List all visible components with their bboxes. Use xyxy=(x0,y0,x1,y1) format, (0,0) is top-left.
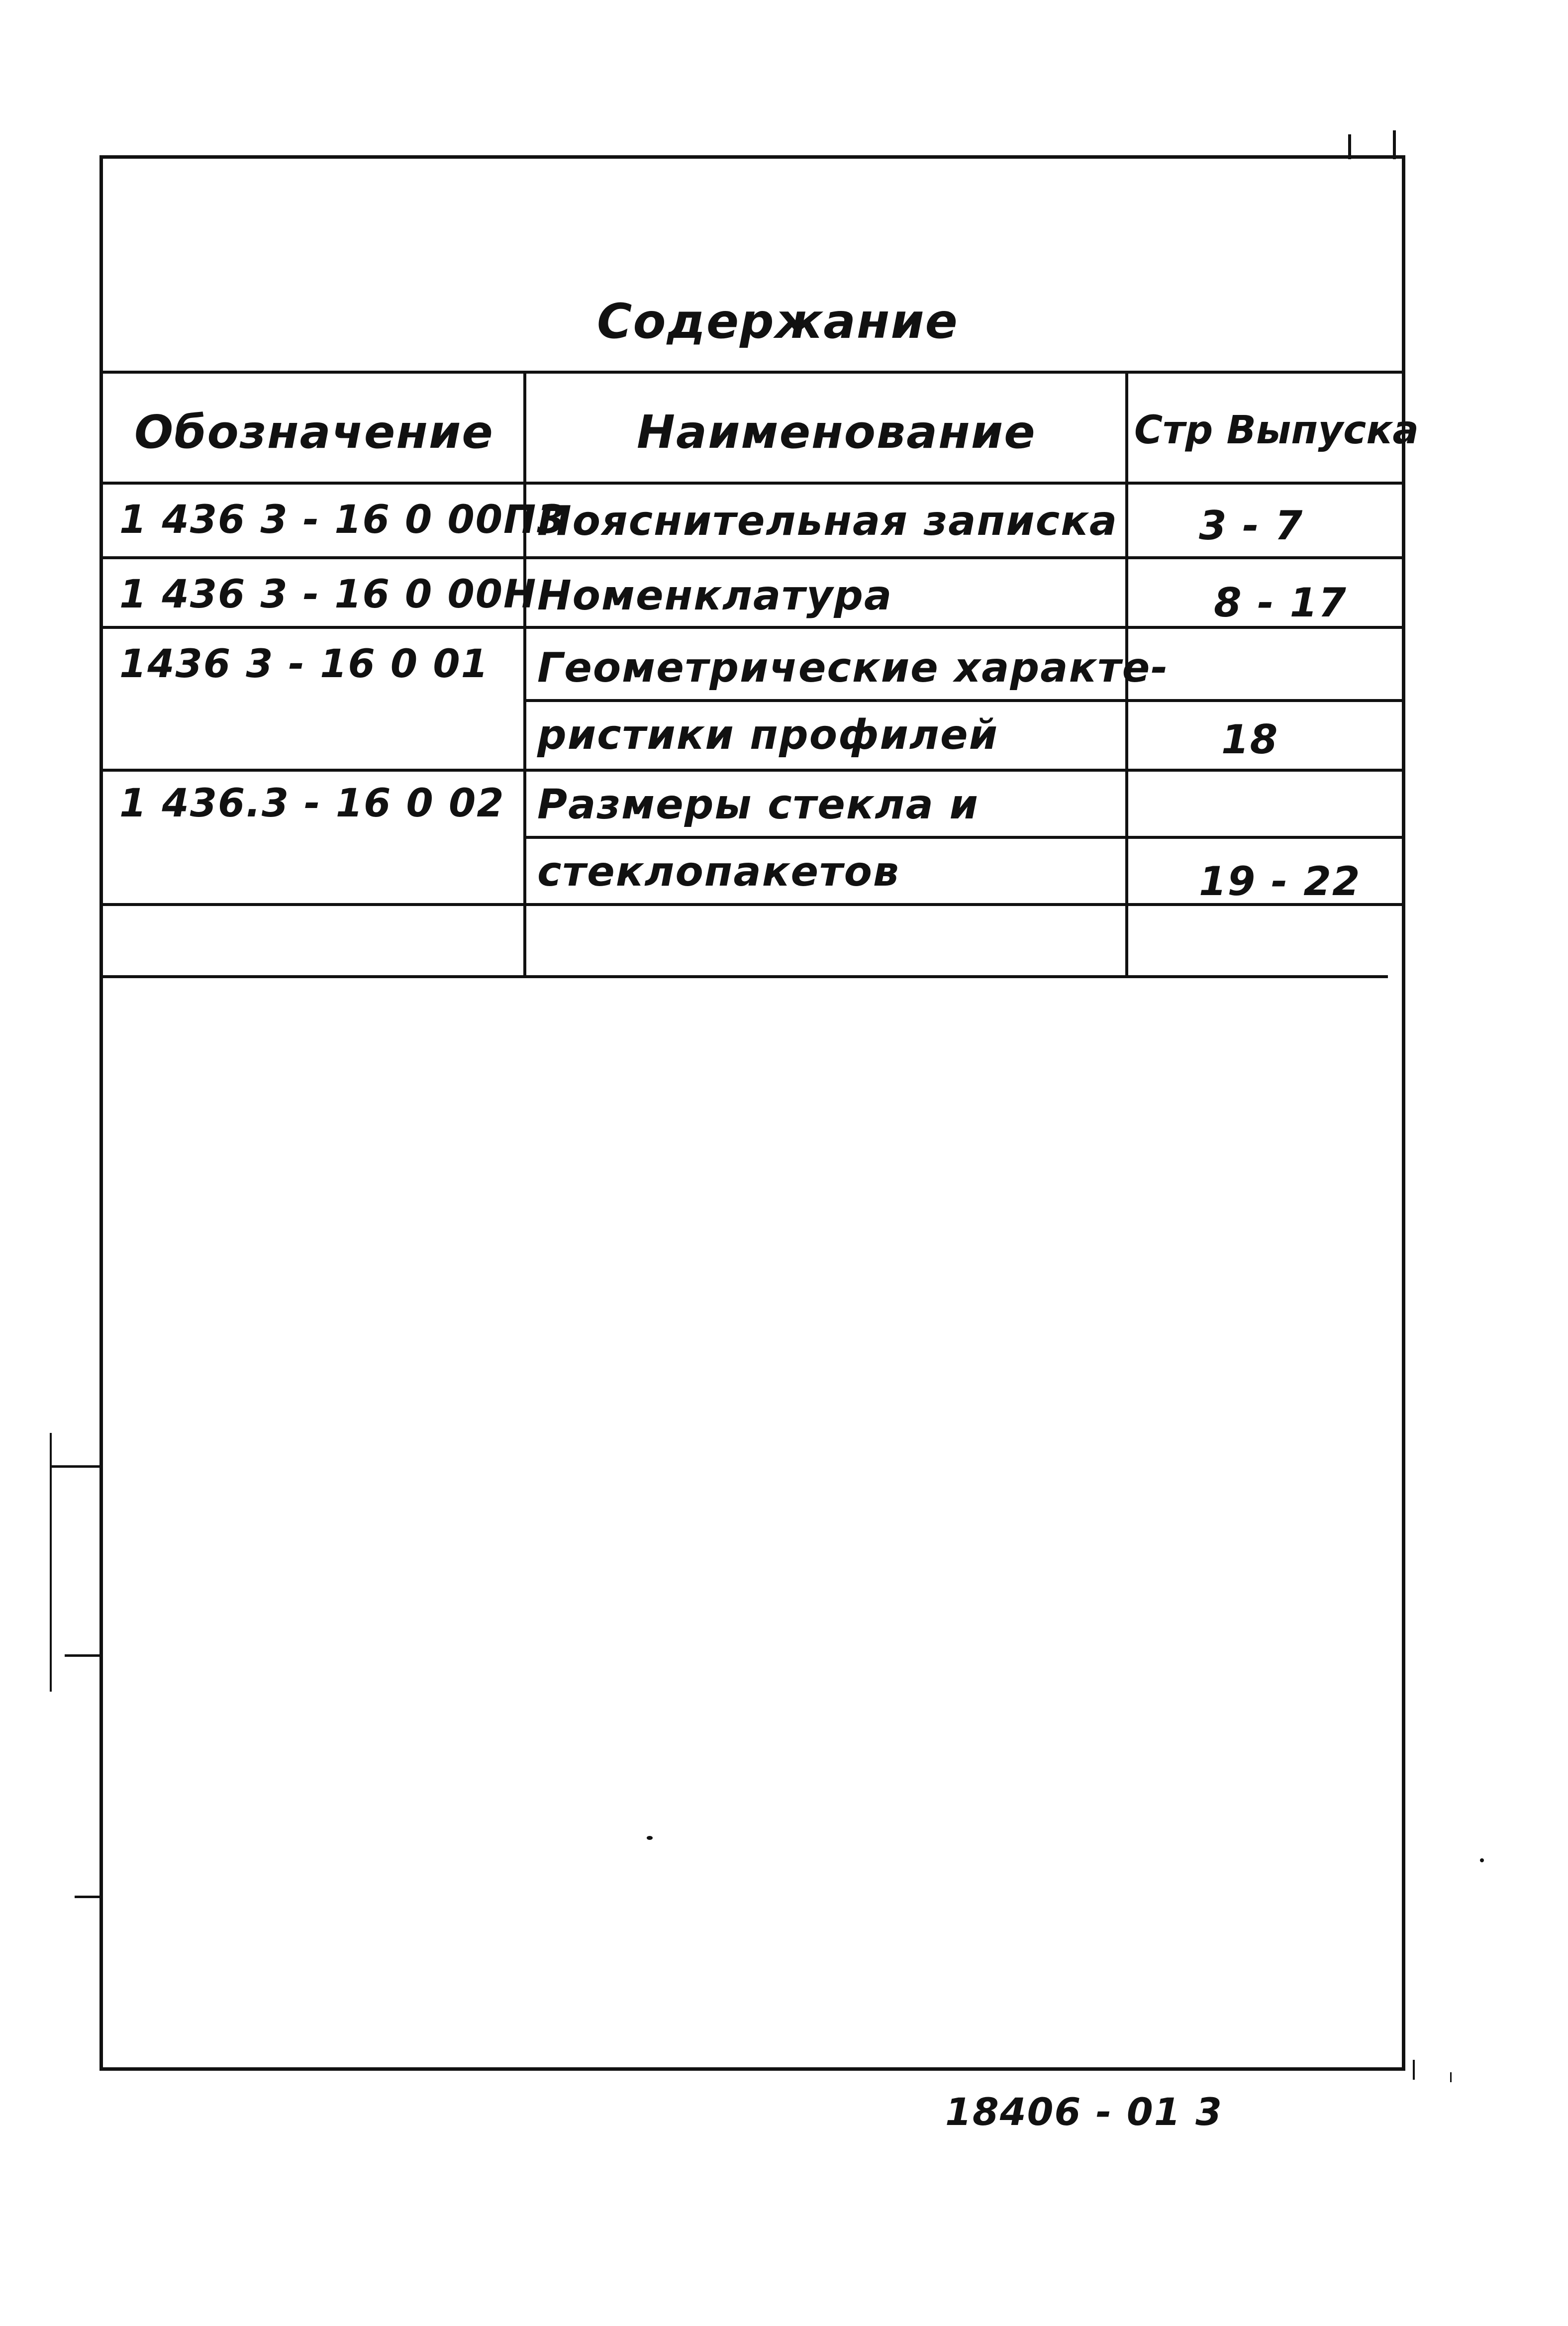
row-name: стеклопакетов xyxy=(537,848,900,896)
row-designation: 1 436.3 - 16 0 02 xyxy=(119,781,505,826)
binding-mark xyxy=(65,1654,99,1657)
header-designation: Обозначение xyxy=(134,405,494,459)
row-divider xyxy=(99,769,1405,772)
sheet-number: 18406 - 01 3 xyxy=(945,2090,1223,2134)
row-name: ристики профилей xyxy=(537,711,999,759)
row-pages: 8 - 17 xyxy=(1214,580,1347,626)
header-name: Наименование xyxy=(637,405,1036,459)
table-top-line xyxy=(99,371,1405,374)
row-pages: 3 - 7 xyxy=(1199,503,1304,549)
row-designation: 1436 3 - 16 0 01 xyxy=(119,642,489,687)
scan-speck xyxy=(1450,2072,1452,2082)
corner-tick xyxy=(1393,130,1396,159)
binding-mark xyxy=(50,1465,99,1468)
row-divider xyxy=(525,699,1405,702)
table-bottom-line xyxy=(99,975,1388,978)
binding-mark xyxy=(75,1896,99,1898)
row-designation: 1 436 3 - 16 0 00Н xyxy=(119,572,537,617)
page-title: Содержание xyxy=(597,294,959,349)
row-name: Геометрические характе- xyxy=(537,644,1169,692)
row-divider xyxy=(525,836,1405,839)
row-name: Номенклатура xyxy=(537,572,893,619)
row-divider xyxy=(99,626,1405,629)
row-name: Размеры стекла и xyxy=(537,781,979,828)
row-pages: 18 xyxy=(1221,716,1279,763)
scan-speck xyxy=(1413,2060,1415,2080)
column-divider xyxy=(523,372,526,977)
row-designation: 1 436 3 - 16 0 00ПЗ xyxy=(119,498,566,542)
row-name: Пояснительная записка xyxy=(537,498,1118,545)
header-pages: Стр Выпуска xyxy=(1134,408,1419,453)
corner-tick xyxy=(1348,134,1351,159)
row-divider xyxy=(99,556,1405,559)
scan-speck xyxy=(1480,1858,1484,1862)
header-bottom-line xyxy=(99,482,1405,485)
scan-speck xyxy=(647,1836,653,1840)
row-pages: 19 - 22 xyxy=(1199,858,1361,905)
binding-mark xyxy=(50,1433,52,1692)
